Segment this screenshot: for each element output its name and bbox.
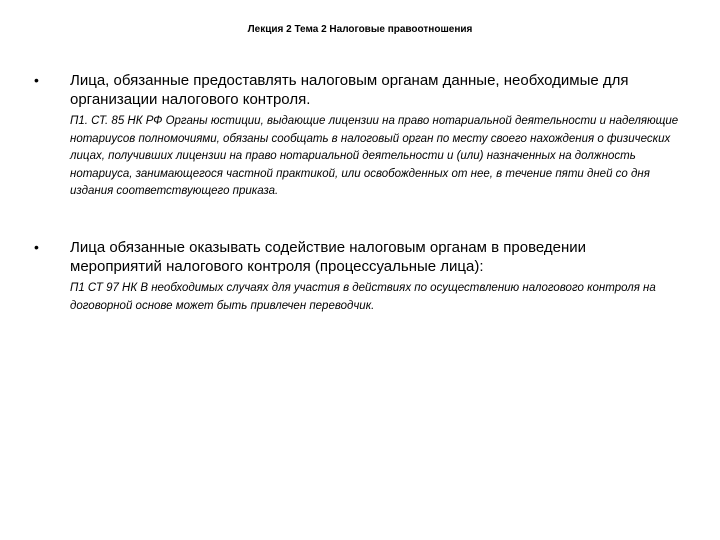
bullet-heading: Лица, обязанные предоставлять налоговым органам данные, необходимые для организации налогового контроля. <box>70 72 629 108</box>
bullet-marker: • <box>34 72 39 88</box>
bullet-marker: • <box>34 239 39 255</box>
bullet-row <box>34 71 694 109</box>
bullet-item <box>34 238 694 315</box>
bullet-heading: Лица обязанные оказывать содействие налоговым органам в проведении мероприятий налогового контроля (процессуальные лица): <box>70 239 587 275</box>
bullet-item <box>34 71 694 201</box>
slide-title: Лекция 2 Тема 2 Налоговые правоотношения <box>247 24 473 35</box>
bullet-row <box>34 238 694 276</box>
bullet-detail: П1 СТ 97 НК В необходимых случаях для участия в действиях по осуществлению налогового контроля на договорной основе может быть привлечен переводчик. <box>70 282 656 312</box>
bullet-detail: П1. СТ. 85 НК РФ Органы юстиции, выдающие лицензии на право нотариальной деятельности и наделяющие нотариусов полномочиями, обязаны сообщать в налоговый орган по месту своего нахождения о физических лицах, получивших лицензии на право нотариальной деятельности и (или) назначенных на должность нотариуса, занимающегося частной практикой, или освобожденных от нее, в течение пяти дней со дня издания соответствующего приказа. <box>70 115 679 197</box>
